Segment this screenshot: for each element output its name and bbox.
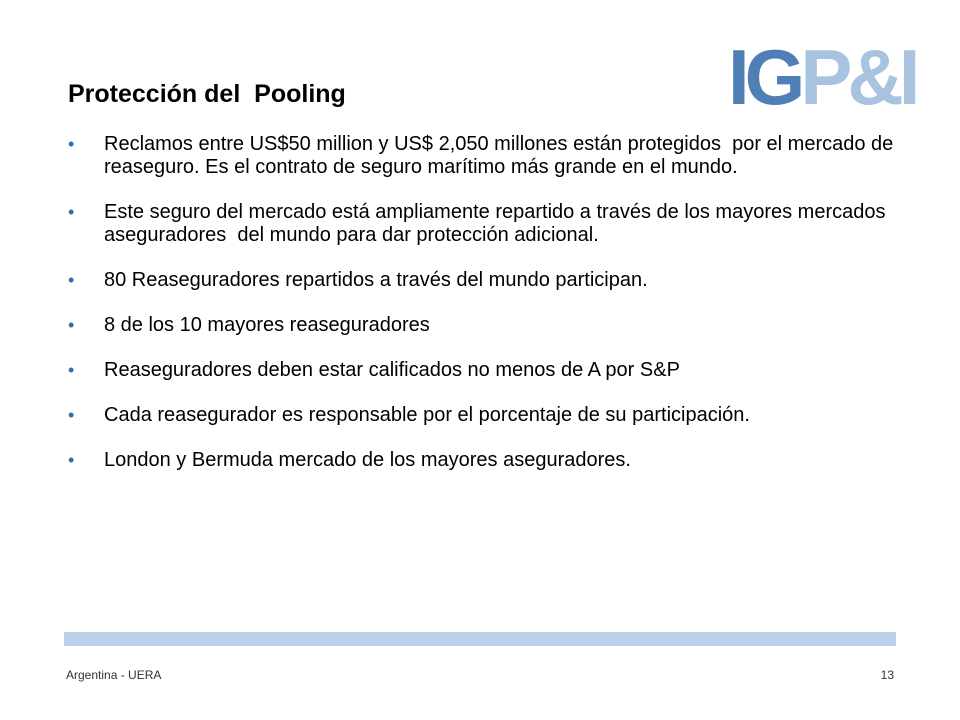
bullet-item xyxy=(68,201,898,247)
bullet-dot-icon: • xyxy=(68,360,75,380)
bullet-text: Reaseguradores deben estar calificados no menos de A por S&P xyxy=(104,359,680,381)
logo-pi-text: P&I xyxy=(800,33,916,121)
footer-bar xyxy=(64,632,896,646)
footer-label: Argentina - UERA xyxy=(66,668,162,682)
bullet-item xyxy=(68,449,898,472)
bullet-text: Este seguro del mercado está ampliamente repartido a través de los mayores mercados aseguradores del mundo para dar protección adicional. xyxy=(104,201,892,246)
bullet-dot-icon: • xyxy=(68,405,75,425)
slide-title: Protección del Pooling xyxy=(68,80,346,108)
bullet-item xyxy=(68,269,898,292)
bullet-dot-icon: • xyxy=(68,450,75,470)
page-number: 13 xyxy=(880,668,894,682)
bullet-dot-icon: • xyxy=(68,134,75,154)
bullet-item xyxy=(68,133,898,179)
bullet-list xyxy=(68,133,898,494)
bullet-dot-icon: • xyxy=(68,202,75,222)
bullet-text: Cada reasegurador es responsable por el porcentaje de su participación. xyxy=(104,404,750,426)
bullet-item xyxy=(68,359,898,382)
bullet-item xyxy=(68,314,898,337)
bullet-dot-icon: • xyxy=(68,270,75,290)
bullet-text: 80 Reaseguradores repartidos a través del mundo participan. xyxy=(104,269,648,291)
bullet-text: 8 de los 10 mayores reaseguradores xyxy=(104,314,430,336)
igpi-logo xyxy=(728,33,916,121)
bullet-dot-icon: • xyxy=(68,315,75,335)
logo-ig-text: IG xyxy=(728,33,801,121)
bullet-item xyxy=(68,404,898,427)
bullet-text: Reclamos entre US$50 million y US$ 2,050 millones están protegidos por el mercado de reaseguro. Es el contrato de seguro marítimo más grande en el mundo. xyxy=(104,133,899,178)
bullet-text: London y Bermuda mercado de los mayores aseguradores. xyxy=(104,449,631,471)
